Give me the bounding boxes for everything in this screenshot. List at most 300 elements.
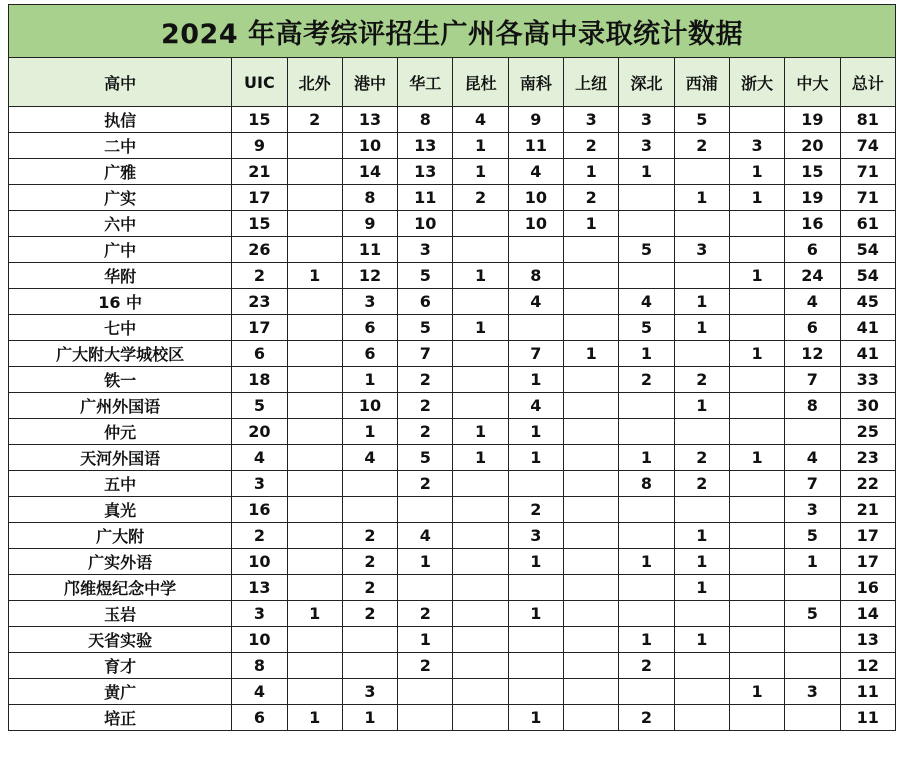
count-cell: 6 — [232, 705, 287, 731]
count-cell: 8 — [619, 471, 674, 497]
count-cell: 4 — [232, 445, 287, 471]
count-cell — [674, 653, 729, 679]
count-cell: 3 — [508, 523, 563, 549]
count-cell: 6 — [342, 315, 397, 341]
column-header: 北外 — [287, 58, 342, 107]
count-cell — [619, 211, 674, 237]
count-cell — [564, 549, 619, 575]
table-row — [9, 627, 896, 653]
school-name-cell: 广州外国语 — [9, 393, 232, 419]
count-cell: 15 — [232, 107, 287, 133]
count-cell: 1 — [508, 367, 563, 393]
count-cell — [619, 185, 674, 211]
count-cell: 54 — [840, 237, 896, 263]
count-cell: 1 — [729, 679, 784, 705]
school-name-cell: 铁一 — [9, 367, 232, 393]
count-cell — [398, 575, 453, 601]
count-cell: 2 — [398, 653, 453, 679]
count-cell: 11 — [342, 237, 397, 263]
count-cell — [287, 341, 342, 367]
count-cell: 12 — [342, 263, 397, 289]
count-cell: 7 — [398, 341, 453, 367]
count-cell: 16 — [232, 497, 287, 523]
count-cell: 21 — [232, 159, 287, 185]
count-cell: 24 — [785, 263, 840, 289]
count-cell — [453, 289, 508, 315]
count-cell — [453, 211, 508, 237]
count-cell: 14 — [342, 159, 397, 185]
count-cell: 2 — [564, 185, 619, 211]
school-name-cell: 二中 — [9, 133, 232, 159]
table-row — [9, 159, 896, 185]
count-cell — [287, 159, 342, 185]
count-cell: 2 — [674, 445, 729, 471]
column-header: 深北 — [619, 58, 674, 107]
count-cell — [729, 211, 784, 237]
count-cell: 15 — [232, 211, 287, 237]
count-cell: 5 — [398, 315, 453, 341]
count-cell: 3 — [398, 237, 453, 263]
school-name-cell: 育才 — [9, 653, 232, 679]
count-cell — [287, 133, 342, 159]
count-cell: 3 — [619, 133, 674, 159]
count-cell — [287, 445, 342, 471]
count-cell: 5 — [785, 601, 840, 627]
count-cell: 11 — [840, 679, 896, 705]
count-cell: 1 — [619, 627, 674, 653]
count-cell: 8 — [508, 263, 563, 289]
count-cell: 1 — [674, 523, 729, 549]
school-name-cell: 广实外语 — [9, 549, 232, 575]
count-cell: 1 — [729, 263, 784, 289]
table-row — [9, 289, 896, 315]
count-cell: 1 — [342, 705, 397, 731]
school-name-cell: 广大附大学城校区 — [9, 341, 232, 367]
count-cell: 1 — [398, 627, 453, 653]
count-cell: 10 — [232, 627, 287, 653]
count-cell: 2 — [619, 367, 674, 393]
count-cell: 41 — [840, 315, 896, 341]
count-cell — [287, 575, 342, 601]
count-cell: 3 — [619, 107, 674, 133]
table-row — [9, 237, 896, 263]
count-cell — [564, 497, 619, 523]
table-row — [9, 653, 896, 679]
count-cell: 1 — [342, 419, 397, 445]
count-cell: 2 — [398, 471, 453, 497]
count-cell: 6 — [398, 289, 453, 315]
count-cell — [508, 575, 563, 601]
count-cell: 3 — [729, 133, 784, 159]
count-cell — [674, 497, 729, 523]
count-cell — [785, 419, 840, 445]
count-cell: 2 — [398, 419, 453, 445]
count-cell — [729, 237, 784, 263]
count-cell — [453, 523, 508, 549]
school-name-cell: 培正 — [9, 705, 232, 731]
school-name-cell: 七中 — [9, 315, 232, 341]
count-cell — [398, 679, 453, 705]
count-cell — [564, 315, 619, 341]
column-header: 南科 — [508, 58, 563, 107]
count-cell: 1 — [674, 185, 729, 211]
count-cell: 11 — [508, 133, 563, 159]
count-cell — [674, 159, 729, 185]
count-cell: 21 — [840, 497, 896, 523]
table-row — [9, 211, 896, 237]
column-header: 港中 — [342, 58, 397, 107]
count-cell: 1 — [453, 315, 508, 341]
count-cell — [729, 367, 784, 393]
table-row — [9, 549, 896, 575]
count-cell: 2 — [342, 575, 397, 601]
count-cell: 4 — [619, 289, 674, 315]
count-cell — [619, 497, 674, 523]
count-cell — [287, 471, 342, 497]
count-cell — [287, 289, 342, 315]
count-cell: 5 — [785, 523, 840, 549]
count-cell: 5 — [619, 237, 674, 263]
count-cell: 2 — [232, 523, 287, 549]
table-row — [9, 341, 896, 367]
count-cell — [729, 315, 784, 341]
count-cell — [729, 471, 784, 497]
count-cell: 61 — [840, 211, 896, 237]
admission-stats-table — [8, 4, 896, 731]
count-cell: 74 — [840, 133, 896, 159]
table-row — [9, 575, 896, 601]
count-cell: 12 — [785, 341, 840, 367]
count-cell: 1 — [453, 133, 508, 159]
count-cell: 10 — [342, 133, 397, 159]
count-cell — [619, 393, 674, 419]
count-cell — [729, 419, 784, 445]
count-cell — [564, 705, 619, 731]
column-header: 高中 — [9, 58, 232, 107]
count-cell: 20 — [232, 419, 287, 445]
count-cell — [287, 185, 342, 211]
count-cell — [398, 497, 453, 523]
table-row — [9, 523, 896, 549]
table-row — [9, 497, 896, 523]
count-cell: 8 — [398, 107, 453, 133]
count-cell: 6 — [232, 341, 287, 367]
count-cell: 13 — [232, 575, 287, 601]
count-cell — [619, 575, 674, 601]
table-row — [9, 601, 896, 627]
count-cell: 81 — [840, 107, 896, 133]
count-cell — [287, 393, 342, 419]
count-cell: 2 — [287, 107, 342, 133]
column-header: 昆杜 — [453, 58, 508, 107]
count-cell: 3 — [564, 107, 619, 133]
count-cell: 7 — [508, 341, 563, 367]
count-cell — [564, 653, 619, 679]
table-row — [9, 419, 896, 445]
count-cell — [729, 705, 784, 731]
count-cell — [453, 237, 508, 263]
count-cell: 1 — [674, 575, 729, 601]
count-cell — [729, 289, 784, 315]
school-name-cell: 五中 — [9, 471, 232, 497]
table-row — [9, 185, 896, 211]
count-cell: 3 — [785, 497, 840, 523]
count-cell: 2 — [564, 133, 619, 159]
count-cell: 26 — [232, 237, 287, 263]
count-cell — [398, 705, 453, 731]
count-cell — [453, 653, 508, 679]
count-cell — [453, 549, 508, 575]
count-cell: 2 — [619, 653, 674, 679]
count-cell: 9 — [508, 107, 563, 133]
count-cell — [342, 627, 397, 653]
count-cell: 5 — [398, 263, 453, 289]
count-cell — [342, 471, 397, 497]
count-cell — [564, 393, 619, 419]
column-header: 中大 — [785, 58, 840, 107]
count-cell: 1 — [729, 185, 784, 211]
count-cell: 1 — [564, 341, 619, 367]
count-cell: 3 — [785, 679, 840, 705]
count-cell: 19 — [785, 185, 840, 211]
count-cell: 1 — [619, 341, 674, 367]
count-cell: 41 — [840, 341, 896, 367]
count-cell: 13 — [398, 133, 453, 159]
count-cell — [564, 445, 619, 471]
count-cell: 7 — [785, 471, 840, 497]
count-cell: 17 — [232, 315, 287, 341]
count-cell: 1 — [674, 289, 729, 315]
school-name-cell: 16 中 — [9, 289, 232, 315]
count-cell: 18 — [232, 367, 287, 393]
table-title: 2024 年高考综评招生广州各高中录取统计数据 — [9, 5, 896, 58]
count-cell: 1 — [453, 263, 508, 289]
count-cell: 1 — [508, 601, 563, 627]
count-cell: 23 — [840, 445, 896, 471]
count-cell: 16 — [785, 211, 840, 237]
header-row — [9, 58, 896, 107]
school-name-cell: 华附 — [9, 263, 232, 289]
count-cell — [453, 497, 508, 523]
count-cell: 6 — [785, 237, 840, 263]
count-cell: 1 — [785, 549, 840, 575]
count-cell — [674, 419, 729, 445]
count-cell — [342, 653, 397, 679]
count-cell: 4 — [508, 159, 563, 185]
column-header: 总计 — [840, 58, 896, 107]
school-name-cell: 广雅 — [9, 159, 232, 185]
count-cell: 5 — [619, 315, 674, 341]
count-cell: 1 — [729, 159, 784, 185]
column-header: 华工 — [398, 58, 453, 107]
count-cell: 13 — [342, 107, 397, 133]
count-cell: 2 — [619, 705, 674, 731]
count-cell — [453, 627, 508, 653]
count-cell: 2 — [398, 601, 453, 627]
count-cell: 1 — [453, 445, 508, 471]
count-cell — [564, 679, 619, 705]
count-cell: 1 — [342, 367, 397, 393]
count-cell — [674, 263, 729, 289]
count-cell: 20 — [785, 133, 840, 159]
column-header: 西浦 — [674, 58, 729, 107]
count-cell: 5 — [674, 107, 729, 133]
count-cell: 45 — [840, 289, 896, 315]
count-cell: 4 — [508, 289, 563, 315]
count-cell: 2 — [398, 393, 453, 419]
count-cell — [342, 497, 397, 523]
count-cell: 1 — [619, 549, 674, 575]
count-cell: 11 — [398, 185, 453, 211]
count-cell — [508, 679, 563, 705]
count-cell: 4 — [342, 445, 397, 471]
count-cell: 54 — [840, 263, 896, 289]
count-cell: 4 — [398, 523, 453, 549]
count-cell — [729, 393, 784, 419]
count-cell — [564, 237, 619, 263]
count-cell — [729, 601, 784, 627]
count-cell: 4 — [785, 445, 840, 471]
count-cell: 8 — [342, 185, 397, 211]
count-cell: 13 — [840, 627, 896, 653]
count-cell — [508, 653, 563, 679]
school-name-cell: 广实 — [9, 185, 232, 211]
column-header: UIC — [232, 58, 287, 107]
table-body — [9, 107, 896, 731]
count-cell — [619, 419, 674, 445]
count-cell: 10 — [508, 211, 563, 237]
school-name-cell: 黄广 — [9, 679, 232, 705]
count-cell: 1 — [398, 549, 453, 575]
count-cell: 2 — [398, 367, 453, 393]
count-cell: 1 — [453, 419, 508, 445]
count-cell: 9 — [342, 211, 397, 237]
count-cell: 4 — [232, 679, 287, 705]
count-cell — [453, 705, 508, 731]
count-cell — [564, 627, 619, 653]
count-cell — [453, 471, 508, 497]
count-cell: 8 — [232, 653, 287, 679]
count-cell: 22 — [840, 471, 896, 497]
count-cell: 1 — [674, 393, 729, 419]
count-cell — [287, 653, 342, 679]
count-cell: 1 — [287, 705, 342, 731]
count-cell — [287, 237, 342, 263]
count-cell: 2 — [453, 185, 508, 211]
count-cell: 3 — [232, 601, 287, 627]
count-cell: 15 — [785, 159, 840, 185]
school-name-cell: 真光 — [9, 497, 232, 523]
count-cell — [674, 341, 729, 367]
count-cell — [287, 211, 342, 237]
count-cell: 10 — [232, 549, 287, 575]
count-cell: 2 — [674, 367, 729, 393]
school-name-cell: 六中 — [9, 211, 232, 237]
table-row — [9, 393, 896, 419]
table-row — [9, 679, 896, 705]
count-cell — [729, 497, 784, 523]
count-cell: 23 — [232, 289, 287, 315]
count-cell: 11 — [840, 705, 896, 731]
count-cell: 1 — [508, 419, 563, 445]
table-row — [9, 107, 896, 133]
count-cell — [287, 627, 342, 653]
column-header: 浙大 — [729, 58, 784, 107]
count-cell: 30 — [840, 393, 896, 419]
count-cell: 1 — [564, 159, 619, 185]
table-row — [9, 133, 896, 159]
count-cell: 3 — [674, 237, 729, 263]
count-cell: 1 — [508, 445, 563, 471]
count-cell: 3 — [342, 289, 397, 315]
count-cell — [729, 575, 784, 601]
count-cell: 5 — [232, 393, 287, 419]
count-cell — [564, 601, 619, 627]
count-cell: 1 — [674, 549, 729, 575]
count-cell: 1 — [619, 445, 674, 471]
count-cell — [564, 419, 619, 445]
count-cell: 3 — [232, 471, 287, 497]
count-cell: 10 — [508, 185, 563, 211]
count-cell: 2 — [342, 523, 397, 549]
count-cell — [453, 367, 508, 393]
count-cell: 13 — [398, 159, 453, 185]
count-cell: 2 — [232, 263, 287, 289]
count-cell: 6 — [785, 315, 840, 341]
count-cell: 19 — [785, 107, 840, 133]
count-cell — [729, 523, 784, 549]
count-cell — [785, 627, 840, 653]
school-name-cell: 天省实验 — [9, 627, 232, 653]
count-cell: 2 — [674, 133, 729, 159]
school-name-cell: 玉岩 — [9, 601, 232, 627]
count-cell — [729, 107, 784, 133]
count-cell: 17 — [840, 549, 896, 575]
count-cell: 71 — [840, 185, 896, 211]
count-cell — [564, 523, 619, 549]
school-name-cell: 天河外国语 — [9, 445, 232, 471]
count-cell — [287, 523, 342, 549]
count-cell: 1 — [564, 211, 619, 237]
count-cell — [287, 549, 342, 575]
count-cell: 2 — [342, 601, 397, 627]
count-cell — [453, 601, 508, 627]
count-cell: 4 — [785, 289, 840, 315]
count-cell — [619, 679, 674, 705]
count-cell — [287, 679, 342, 705]
count-cell — [287, 315, 342, 341]
count-cell: 1 — [674, 627, 729, 653]
count-cell — [564, 367, 619, 393]
count-cell: 12 — [840, 653, 896, 679]
count-cell — [674, 601, 729, 627]
count-cell: 2 — [342, 549, 397, 575]
count-cell — [453, 575, 508, 601]
count-cell — [564, 471, 619, 497]
count-cell: 71 — [840, 159, 896, 185]
school-name-cell: 仲元 — [9, 419, 232, 445]
table-row — [9, 471, 896, 497]
count-cell — [729, 549, 784, 575]
count-cell — [287, 367, 342, 393]
count-cell: 2 — [674, 471, 729, 497]
count-cell: 25 — [840, 419, 896, 445]
count-cell — [453, 393, 508, 419]
count-cell: 1 — [508, 549, 563, 575]
count-cell: 1 — [729, 445, 784, 471]
count-cell — [453, 679, 508, 705]
count-cell: 1 — [287, 601, 342, 627]
